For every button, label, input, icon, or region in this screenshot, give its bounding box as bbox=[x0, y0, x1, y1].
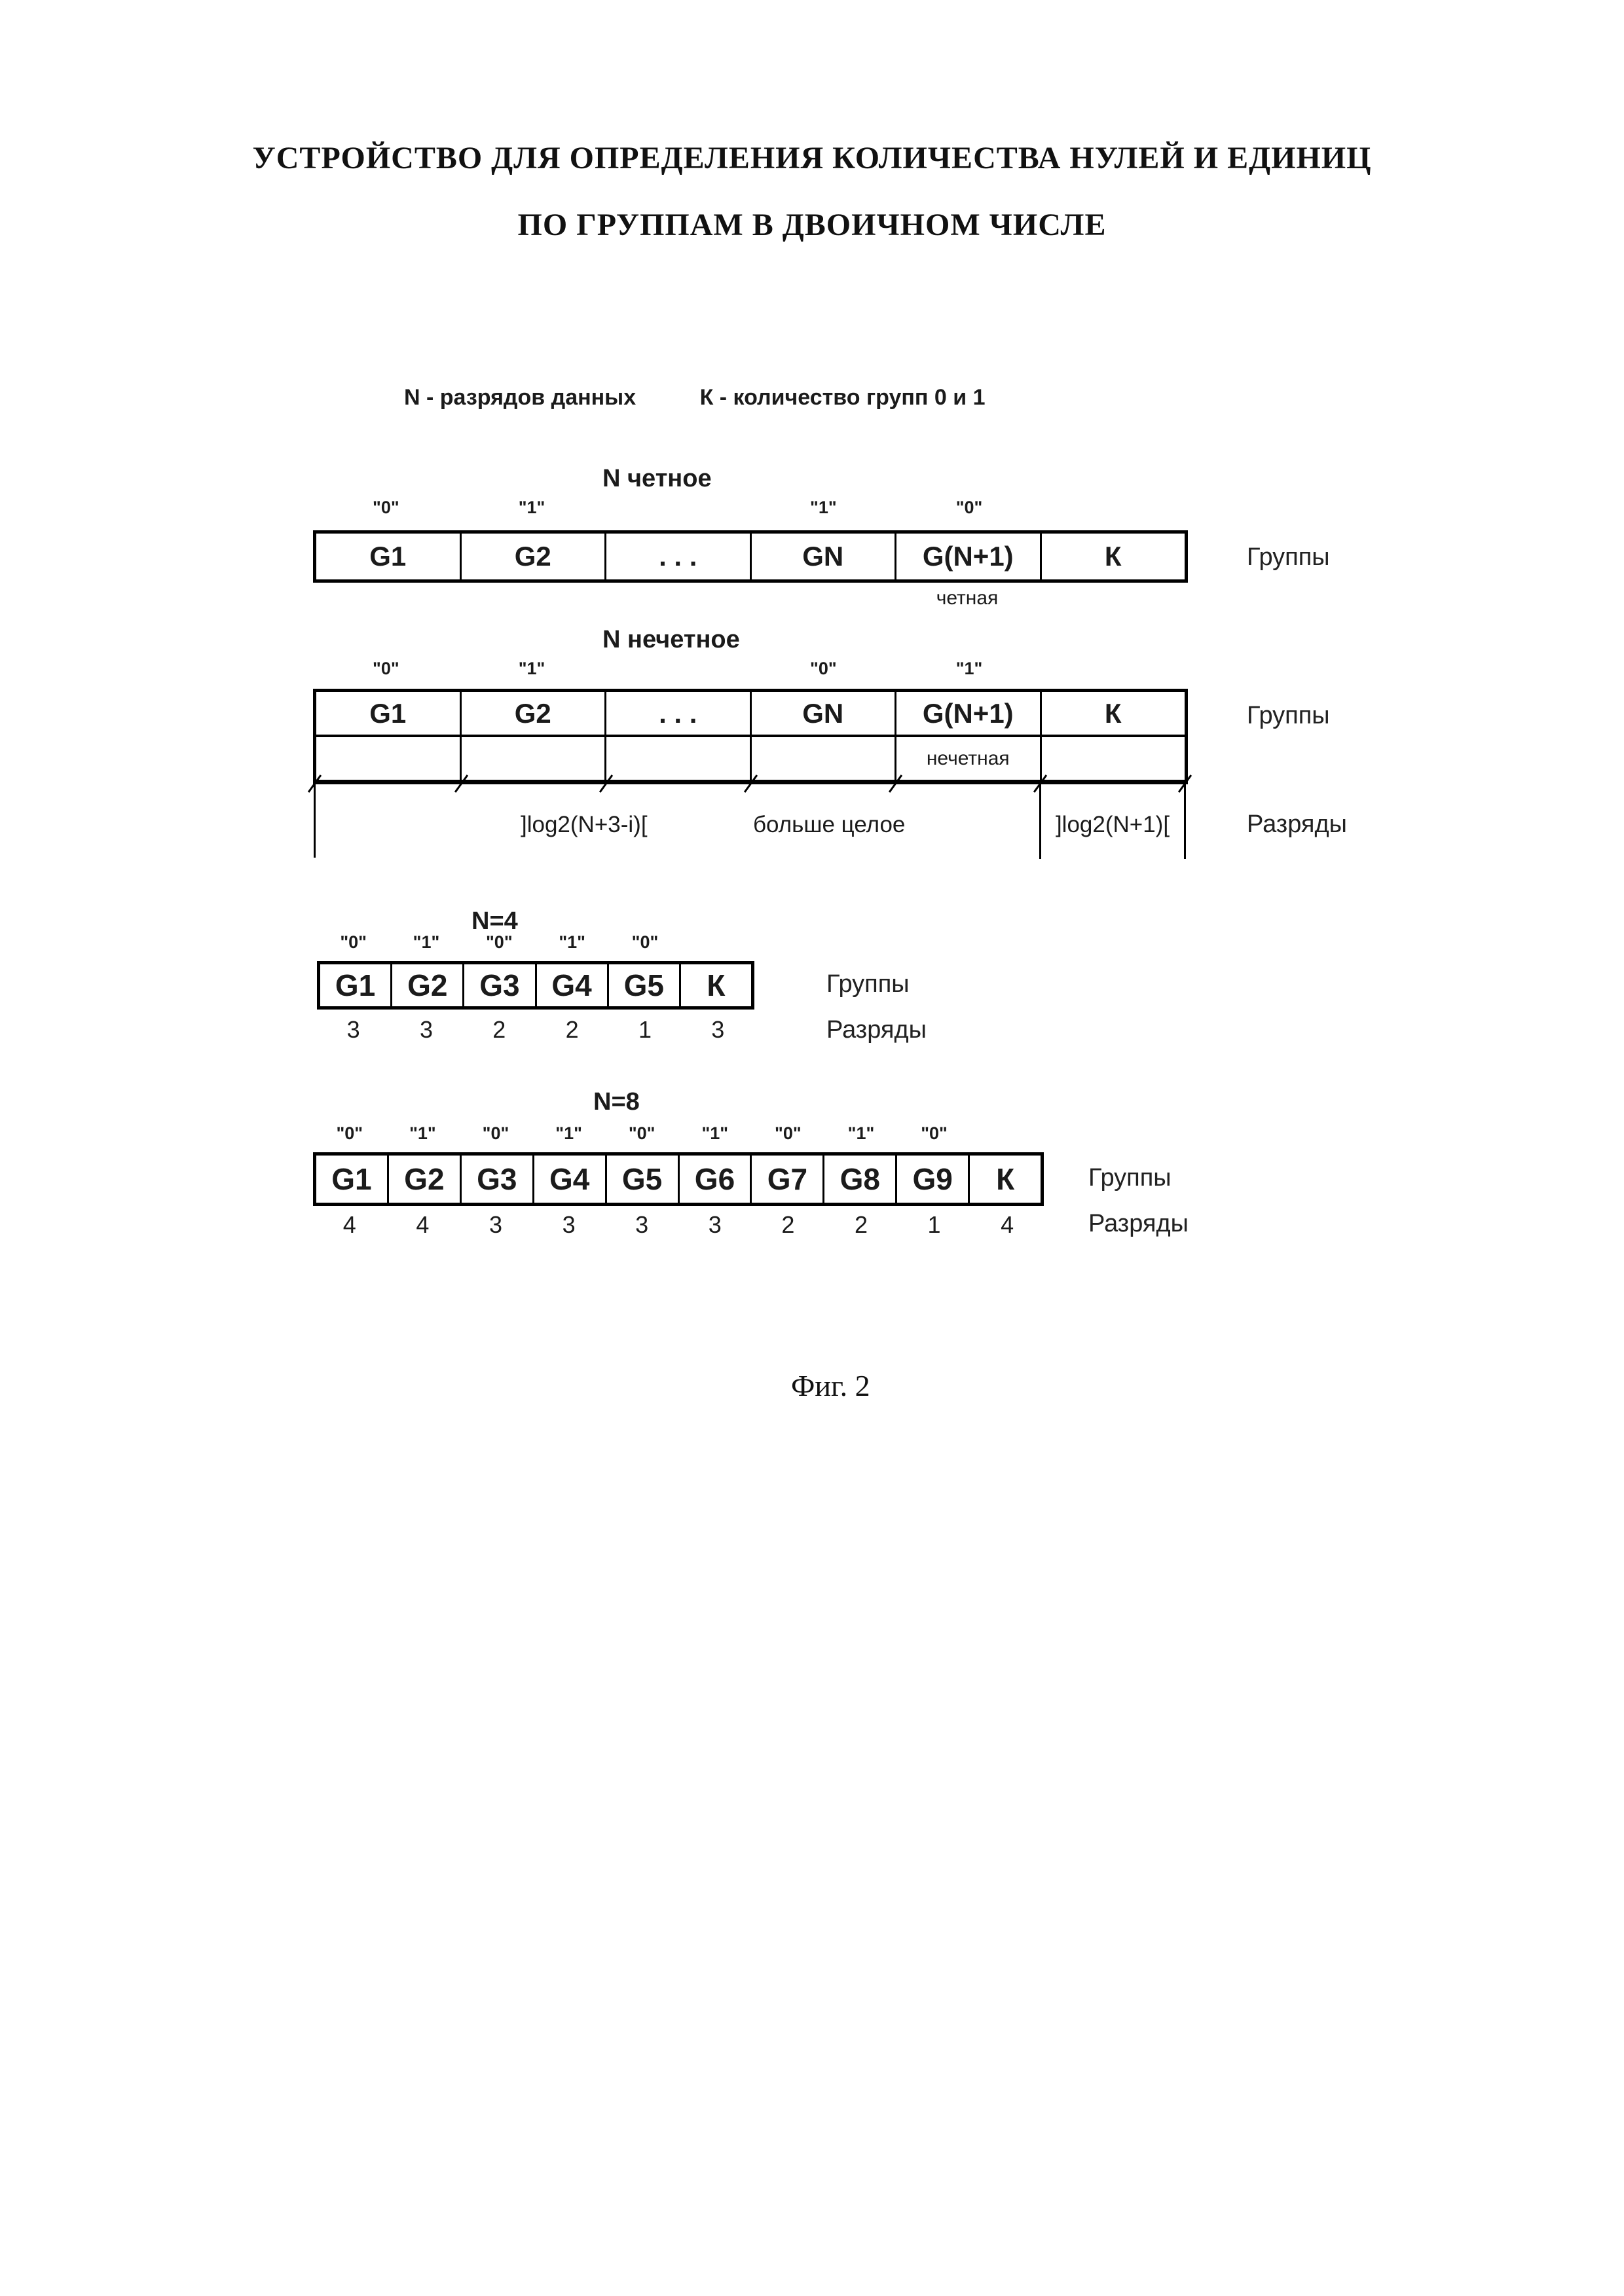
bit-label bbox=[1042, 498, 1188, 518]
group-cell: G7 bbox=[750, 1156, 822, 1203]
legend-n-definition: N - разрядов данных bbox=[404, 385, 637, 410]
bit-label: "1" bbox=[409, 1123, 436, 1143]
groups-table-n4 bbox=[317, 961, 754, 1010]
bit-labels-row-n8 bbox=[313, 1123, 1044, 1144]
bit-width: 2 bbox=[781, 1211, 795, 1238]
bit-label: "0" bbox=[340, 932, 367, 952]
group-cell: G1 bbox=[335, 968, 376, 1002]
group-cell: G2 bbox=[390, 964, 462, 1006]
group-cell: К bbox=[679, 964, 751, 1006]
empty-cell bbox=[460, 737, 605, 780]
dimension-line bbox=[1039, 784, 1041, 859]
group-cell: G2 bbox=[460, 534, 605, 579]
bit-label: "1" bbox=[559, 932, 585, 952]
bit-label: "0" bbox=[482, 1123, 509, 1143]
group-cell: К bbox=[1040, 692, 1185, 735]
bit-width: 3 bbox=[635, 1211, 649, 1238]
table-row bbox=[316, 534, 1185, 579]
bit-label: "0" bbox=[775, 1123, 802, 1143]
heading-n8: N=8 bbox=[593, 1088, 640, 1116]
groups-row-label: Группы bbox=[1247, 543, 1330, 571]
dimension-line bbox=[314, 784, 316, 858]
group-cell-ellipsis: . . . bbox=[604, 534, 750, 579]
group-cell: G1 bbox=[369, 697, 407, 729]
groups-row-label: Группы bbox=[826, 970, 910, 998]
bit-label: "1" bbox=[810, 498, 837, 517]
bits-row-label: Разряды bbox=[1247, 811, 1347, 838]
legend-k-definition: К - количество групп 0 и 1 bbox=[699, 385, 986, 410]
bit-width: 2 bbox=[854, 1211, 868, 1238]
group-cell: К bbox=[1040, 534, 1185, 579]
table-row bbox=[316, 735, 1185, 780]
formula-ceiling-note: больше целое bbox=[753, 812, 906, 837]
empty-cell bbox=[1040, 737, 1185, 780]
bit-labels-row-even bbox=[313, 498, 1188, 518]
group-cell: G(N+1) bbox=[895, 534, 1040, 579]
table-row bbox=[316, 692, 1185, 735]
bit-label: "1" bbox=[413, 932, 440, 952]
bit-label: "0" bbox=[631, 932, 659, 952]
document-title-line1: УСТРОЙСТВО ДЛЯ ОПРЕДЕЛЕНИЯ КОЛИЧЕСТВА НУЛЕЙ И ЕДИНИЦ bbox=[252, 141, 1372, 175]
empty-cell bbox=[604, 737, 750, 780]
groups-row-label: Группы bbox=[1247, 702, 1330, 729]
bit-label: "0" bbox=[955, 498, 983, 517]
bit-label: "1" bbox=[555, 1123, 582, 1143]
group-cell: G8 bbox=[822, 1156, 895, 1203]
bits-row-label: Разряды bbox=[1088, 1210, 1189, 1237]
group-cell: G3 bbox=[462, 964, 534, 1006]
bit-label: "0" bbox=[336, 1123, 363, 1143]
parity-note-odd: нечетная bbox=[895, 737, 1040, 780]
group-cell: G4 bbox=[532, 1156, 605, 1203]
bit-label: "1" bbox=[701, 1123, 729, 1143]
bit-width: 3 bbox=[708, 1211, 722, 1238]
group-cell: G3 bbox=[460, 1156, 532, 1203]
bit-label: "1" bbox=[955, 659, 983, 678]
group-cell: GN bbox=[750, 534, 895, 579]
group-cell: G9 bbox=[895, 1156, 968, 1203]
table-row bbox=[320, 964, 751, 1006]
groups-row-label: Группы bbox=[1088, 1164, 1172, 1192]
bit-label bbox=[682, 932, 754, 953]
bit-label: "0" bbox=[810, 659, 837, 678]
group-cell-ellipsis: . . . bbox=[604, 692, 750, 735]
group-cell: G(N+1) bbox=[895, 692, 1040, 735]
bit-label: "0" bbox=[486, 932, 513, 952]
bit-width: 3 bbox=[419, 1016, 433, 1043]
group-cell: GN bbox=[750, 692, 895, 735]
bit-label bbox=[1042, 659, 1188, 679]
group-cell: G1 bbox=[331, 1162, 372, 1196]
bit-width: 2 bbox=[565, 1016, 579, 1043]
bit-labels-row-n4 bbox=[317, 932, 754, 953]
groups-table-odd bbox=[313, 689, 1188, 784]
bit-widths-row-n8 bbox=[313, 1211, 1044, 1239]
group-cell: G6 bbox=[678, 1156, 750, 1203]
bit-label bbox=[970, 1123, 1044, 1144]
bit-width: 1 bbox=[927, 1211, 941, 1238]
bit-label: "0" bbox=[921, 1123, 948, 1143]
group-cell: G4 bbox=[535, 964, 607, 1006]
bit-label: "1" bbox=[847, 1123, 875, 1143]
bit-width: 3 bbox=[711, 1016, 725, 1043]
bit-label: "0" bbox=[373, 498, 399, 517]
bit-label bbox=[604, 659, 750, 679]
group-cell: G5 bbox=[605, 1156, 678, 1203]
empty-cell bbox=[750, 737, 895, 780]
bit-label: "1" bbox=[518, 498, 545, 517]
groups-table-n8 bbox=[313, 1152, 1044, 1206]
figure-caption: Фиг. 2 bbox=[791, 1369, 870, 1402]
bit-width: 1 bbox=[638, 1016, 652, 1043]
bit-width: 4 bbox=[342, 1211, 356, 1238]
empty-cell bbox=[316, 737, 460, 780]
bit-widths-row-n4 bbox=[317, 1016, 754, 1044]
bit-label: "1" bbox=[518, 659, 545, 678]
bit-width: 3 bbox=[346, 1016, 360, 1043]
bit-width: 3 bbox=[489, 1211, 502, 1238]
bit-label: "0" bbox=[373, 659, 399, 678]
document-title-line2: ПО ГРУППАМ В ДВОИЧНОМ ЧИСЛЕ bbox=[517, 208, 1107, 242]
heading-n4: N=4 bbox=[471, 907, 518, 935]
dimension-line bbox=[1184, 784, 1186, 859]
heading-n-even: N четное bbox=[602, 465, 712, 492]
bit-labels-row-odd bbox=[313, 659, 1188, 679]
bit-width: 3 bbox=[562, 1211, 576, 1238]
group-cell: К bbox=[968, 1156, 1041, 1203]
bits-row-label: Разряды bbox=[826, 1016, 927, 1044]
bit-width: 4 bbox=[1001, 1211, 1014, 1238]
table-row bbox=[316, 1156, 1041, 1203]
parity-note-even: четная bbox=[936, 587, 999, 609]
bit-width: 4 bbox=[416, 1211, 430, 1238]
formula-group-bits: ]log2(N+3-i)[ bbox=[521, 812, 648, 837]
bit-label: "0" bbox=[628, 1123, 655, 1143]
groups-table-even bbox=[313, 530, 1188, 583]
bit-label bbox=[604, 498, 750, 518]
group-cell: G1 bbox=[369, 541, 407, 572]
bit-width: 2 bbox=[492, 1016, 506, 1043]
group-cell: G2 bbox=[460, 692, 605, 735]
legend bbox=[404, 385, 986, 410]
group-cell: G2 bbox=[387, 1156, 460, 1203]
heading-n-odd: N нечетное bbox=[602, 626, 740, 653]
group-cell: G5 bbox=[607, 964, 679, 1006]
formula-k-bits: ]log2(N+1)[ bbox=[1055, 812, 1170, 837]
